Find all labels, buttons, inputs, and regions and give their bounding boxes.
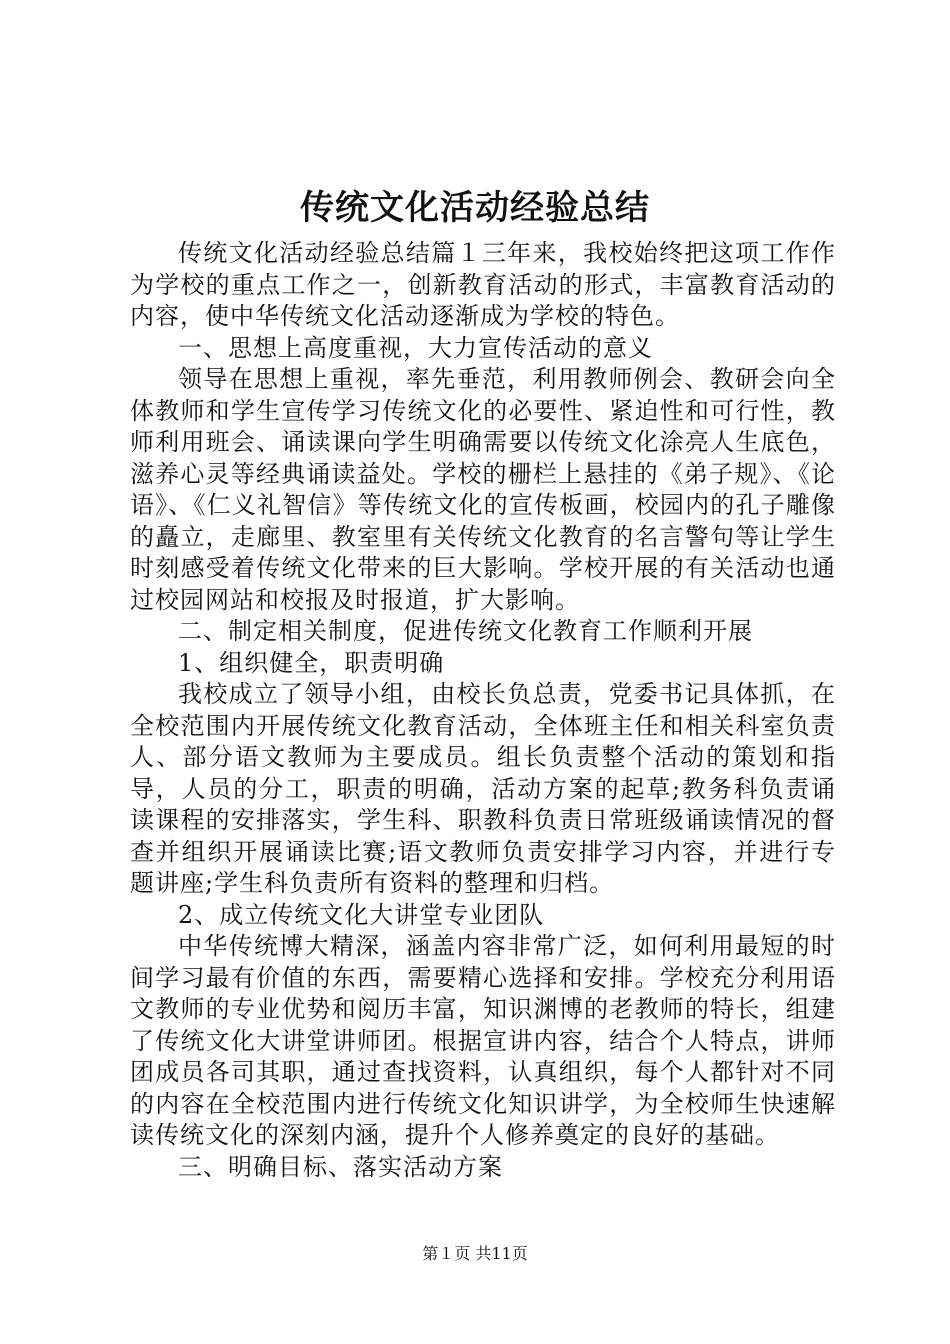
document-body: [130, 238, 836, 1183]
section-heading-1: 一、思想上高度重视，大力宣传活动的意义: [178, 333, 653, 362]
paragraph-subsection-2-2: 中华传统博大精深，涵盖内容非常广泛，如何利用最短的时间学习最有价值的东西，需要精心选择和安排。学校充分利用语文教师的专业优势和阅历丰富，知识渊博的老教师的特长，组建了传统文化大讲堂讲师团。根据宣讲内容，结合个人特点，讲师团成员各司其职，通过查找资料，认真组织，每个人都针对不同的内容在全校范围内进行传统文化知识讲学，为全校师生快速解读传统文化的深刻内涵，提升个人修养奠定的良好的基础。: [130, 932, 836, 1149]
section-heading-3: 三、明确目标、落实活动方案: [178, 1152, 503, 1181]
subsection-heading-2-2: 2、成立传统文化大讲堂专业团队: [178, 900, 545, 929]
page-number-footer: 第１页 共11页: [422, 1244, 528, 1263]
section-heading-2: 二、制定相关制度，促进传统文化教育工作顺利开展: [178, 617, 753, 645]
subsection-heading-2-1: 1、组织健全，职责明确: [178, 648, 445, 677]
document-title: 传统文化活动经验总结: [300, 188, 650, 228]
paragraph-intro: 传统文化活动经验总结篇１三年来，我校始终把这项工作作为学校的重点工作之一，创新教育活动的形式，丰富教育活动的内容，使中华传统文化活动逐渐成为学校的特色。: [130, 239, 836, 330]
paragraph-section-1: 领导在思想上重视，率先垂范，利用教师例会、教研会向全体教师和学生宣传学习传统文化的必要性、紧迫性和可行性，教师利用班会、诵读课向学生明确需要以传统文化涂亮人生底色，滋养心灵等经典诵读益处。学校的栅栏上悬挂的《弟子规》、《论语》、《仁义礼智信》等传统文化的宣传板画，校园内的孔子雕像的矗立，走廊里、教室里有关传统文化教育的名言警句等让学生时刻感受着传统文化带来的巨大影响。学校开展的有关活动也通过校园网站和校报及时报道，扩大影响。: [130, 365, 836, 614]
paragraph-subsection-2-1: 我校成立了领导小组，由校长负总责，党委书记具体抓，在全校范围内开展传统文化教育活动，全体班主任和相关科室负责人、部分语文教师为主要成员。组长负责整个活动的策划和指导，人员的分工，职责的明确，活动方案的起草;教务科负责诵读课程的安排落实，学生科、职教科负责日常班级诵读情况的督查并组织开展诵读比赛;语文教师负责安排学习内容，并进行专题讲座;学生科负责所有资料的整理和归档。: [130, 680, 836, 897]
